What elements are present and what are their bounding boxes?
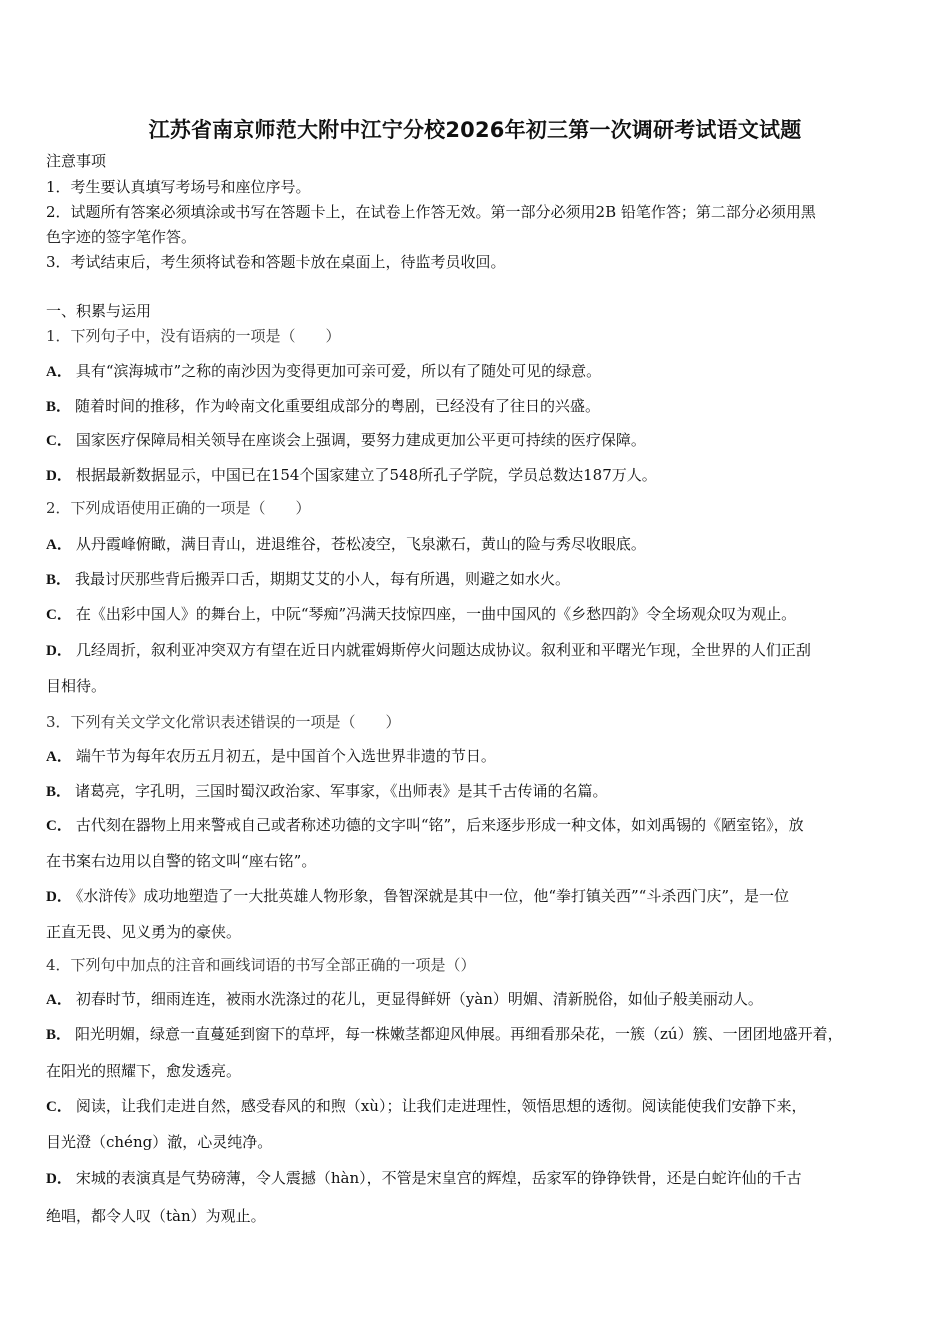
option-continuation: 目相待。: [46, 677, 107, 695]
option-label: C．: [46, 1099, 72, 1115]
option-continuation: 在书案右边用以自警的铭文叫“座右铭”。: [46, 852, 317, 870]
option-text: 根据最新数据显示，中国已在154个国家建立了548所孔子学院，学员总数达187万人。: [75, 466, 657, 484]
option-line: [46, 1024, 843, 1045]
option-label: C．: [46, 818, 72, 834]
option-text: 在《出彩中国人》的舞台上，中阮“琴痴”冯满天技惊四座，一曲中国风的《乡愁四韵》令全场观众叹为观止。: [75, 605, 797, 623]
option-continuation: 正直无畏、见义勇为的豪侠。: [46, 923, 242, 941]
option-label: C．: [46, 607, 72, 623]
option-text: 古代刻在器物上用来警戒自己或者称述功德的文字叫“铭”，后来逐步形成一种文体，如刘禹锡的《陋室铭》，放: [75, 816, 804, 834]
question-stem: 1．下列句子中，没有语病的一项是（ ）: [46, 327, 341, 345]
option-text: 从丹霞峰俯瞰，满目青山，进退维谷，苍松凌空，飞泉漱石，黄山的险与秀尽收眼底。: [75, 535, 646, 553]
section-heading: 一、积累与运用: [46, 302, 152, 320]
page-title: 江苏省南京师范大附中江宁分校2026年初三第一次调研考试语文试题: [148, 118, 802, 142]
question-stem: 3．下列有关文学文化常识表述错误的一项是（ ）: [46, 713, 401, 731]
option-continuation: 绝唱，都令人叹（tàn）为观止。: [46, 1207, 266, 1225]
option-text: 阅读，让我们走进自然，感受春风的和煦（xù）；让我们走进理性，领悟思想的透彻。阅读能使我们安静下来，: [75, 1097, 807, 1115]
option-label: D．: [46, 889, 72, 905]
option-continuation: 目光澄（chéng）澈，心灵纯净。: [46, 1133, 273, 1151]
option-label: A．: [46, 749, 72, 765]
option-line: [46, 569, 570, 590]
option-line: [46, 465, 657, 486]
option-line: [46, 989, 763, 1010]
option-text: 阳光明媚，绿意一直蔓延到窗下的草坪，每一株嫩茎都迎风伸展。再细看那朵花，一簇（zú）簇、一团团地盛开着，: [75, 1025, 843, 1043]
option-label: C．: [46, 433, 72, 449]
option-line: [46, 815, 804, 836]
option-text: 随着时间的推移，作为岭南文化重要组成部分的粤剧，已经没有了往日的兴盛。: [75, 397, 601, 415]
option-text: 我最讨厌那些背后搬弄口舌，期期艾艾的小人，每有所遇，则避之如水火。: [75, 570, 571, 588]
option-label: B．: [46, 1027, 72, 1043]
option-text: 初春时节，细雨连连，被雨水洗涤过的花儿，更显得鲜妍（yàn）明媚、清新脱俗，如仙子般美丽动人。: [75, 990, 763, 1008]
option-line: [46, 534, 646, 555]
option-label: B．: [46, 784, 72, 800]
option-line: [46, 361, 601, 382]
option-line: [46, 1096, 806, 1117]
question-stem: 2．下列成语使用正确的一项是（ ）: [46, 499, 311, 517]
option-line: [46, 746, 496, 767]
option-label: B．: [46, 399, 72, 415]
notice-item: 3．考试结束后，考生须将试卷和答题卡放在桌面上，待监考员收回。: [46, 253, 506, 271]
option-line: [46, 781, 608, 802]
option-text: 具有“滨海城市”之称的南沙因为变得更加可亲可爱，所以有了随处可见的绿意。: [75, 362, 602, 380]
option-line: [46, 640, 811, 661]
option-text: 《水浒传》成功地塑造了一大批英雄人物形象，鲁智深就是其中一位，他“拳打镇关西”“斗杀西门庆”，是一位: [75, 887, 790, 905]
option-line: [46, 604, 796, 625]
option-label: D．: [46, 643, 72, 659]
option-label: D．: [46, 468, 72, 484]
option-continuation: 在阳光的照耀下，愈发透亮。: [46, 1062, 242, 1080]
notice-item: 色字迹的签字笔作答。: [46, 228, 197, 246]
option-text: 宋城的表演真是气势磅薄，令人震撼（hàn），不管是宋皇宫的辉煌，岳家军的铮铮铁骨，还是白蛇许仙的千古: [75, 1169, 802, 1187]
notice-heading: 注意事项: [46, 152, 107, 170]
option-text: 诸葛亮，字孔明，三国时蜀汉政治家、军事家，《出师表》是其千古传诵的名篇。: [75, 782, 608, 800]
option-line: [46, 430, 646, 451]
option-text: 端午节为每年农历五月初五，是中国首个入选世界非遗的节日。: [75, 747, 496, 765]
option-line: [46, 1168, 802, 1189]
option-line: [46, 396, 600, 417]
option-label: A．: [46, 537, 72, 553]
option-label: D．: [46, 1171, 72, 1187]
option-label: A．: [46, 364, 72, 380]
notice-item: 1．考生要认真填写考场号和座位序号。: [46, 178, 311, 196]
option-label: B．: [46, 572, 72, 588]
option-text: 几经周折，叙利亚冲突双方有望在近日内就霍姆斯停火问题达成协议。叙利亚和平曙光乍现，全世界的人们正刮: [75, 641, 811, 659]
notice-item: 2．试题所有答案必须填涂或书写在答题卡上，在试卷上作答无效。第一部分必须用2B 铅笔作答；第二部分必须用黑: [46, 203, 816, 221]
question-stem: 4．下列句中加点的注音和画线词语的书写全部正确的一项是（）: [46, 956, 476, 974]
option-line: [46, 886, 789, 907]
option-label: A．: [46, 992, 72, 1008]
option-text: 国家医疗保障局相关领导在座谈会上强调，要努力建成更加公平更可持续的医疗保障。: [75, 431, 646, 449]
